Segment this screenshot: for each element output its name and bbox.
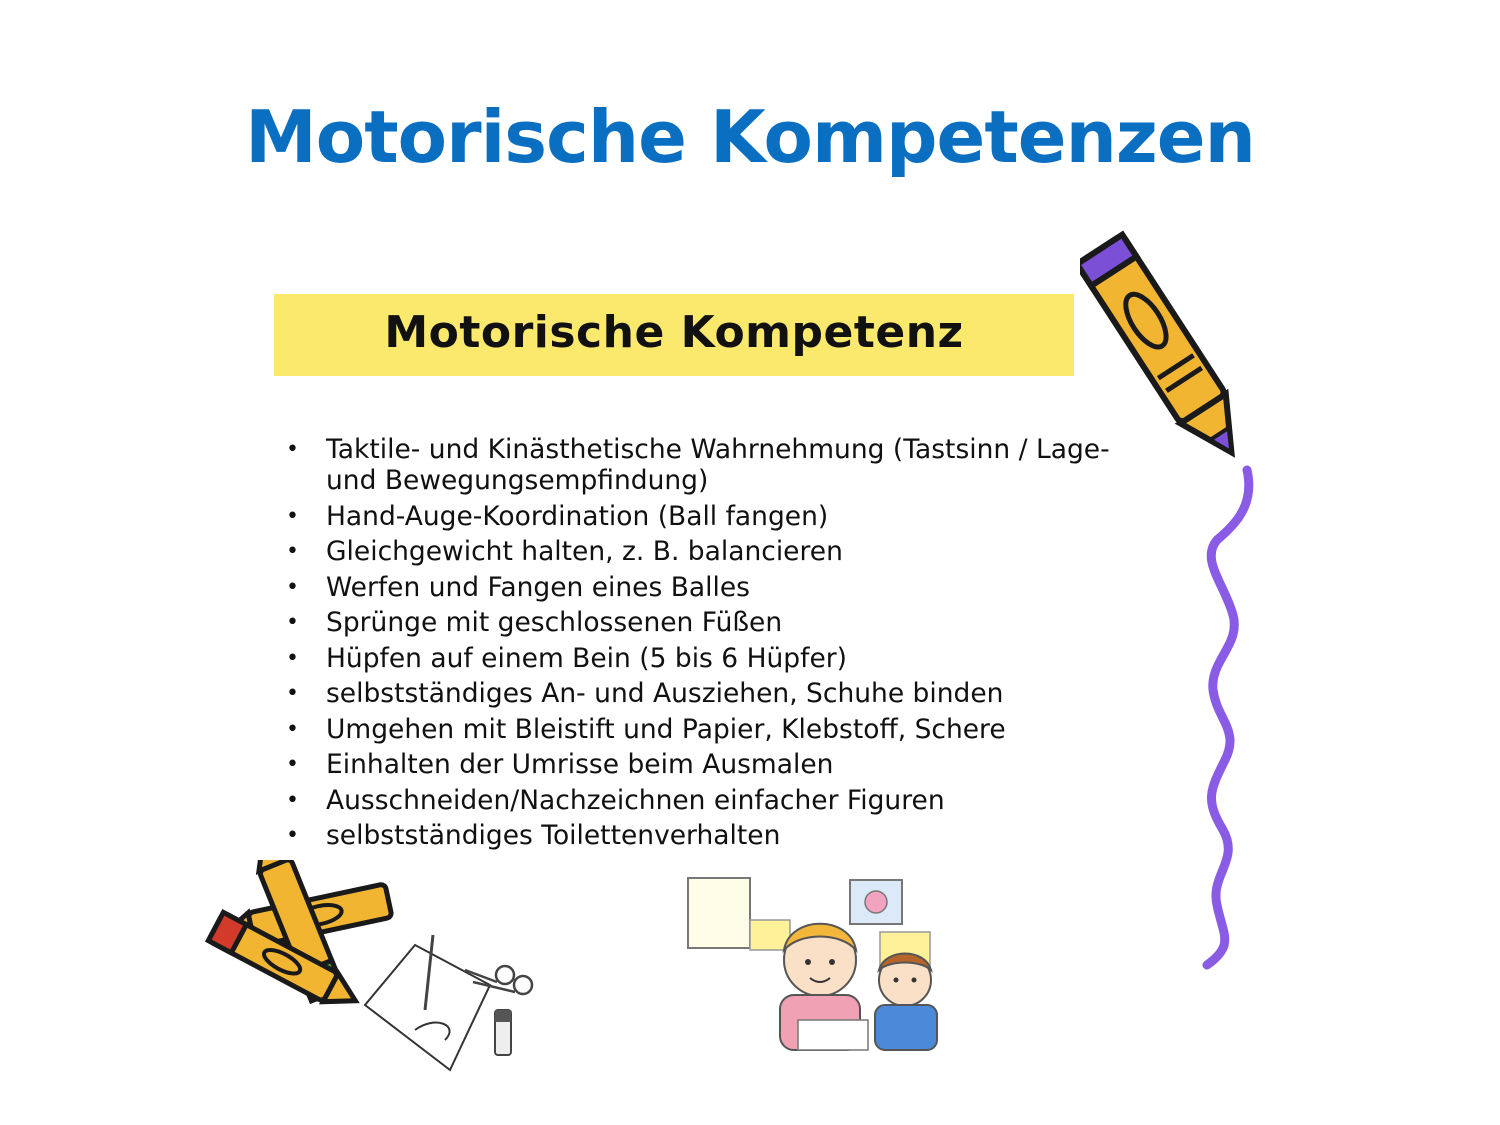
list-item: • Sprünge mit geschlossenen Füßen bbox=[286, 607, 783, 638]
list-item: • Hand-Auge-Koordination (Ball fangen) bbox=[286, 500, 829, 532]
bullet-icon: • bbox=[286, 823, 299, 848]
bullet-icon: • bbox=[286, 437, 299, 462]
bullet-icon: • bbox=[286, 752, 299, 777]
purple-squiggle bbox=[1195, 465, 1265, 975]
bullet-icon: • bbox=[286, 539, 299, 564]
list-item: • Taktile- und Kinästhetische Wahrnehmung (Tastsinn / Lage- und Bewegungsempfindung) bbox=[286, 434, 1110, 496]
bullet-icon: • bbox=[286, 681, 299, 706]
bullet-icon: • bbox=[286, 574, 299, 600]
list-item: • Einhalten der Umrisse beim Ausmalen bbox=[286, 749, 834, 780]
crayon-icon bbox=[1080, 220, 1250, 480]
heading-banner bbox=[274, 294, 1074, 376]
slide-title: Motorische Kompetenzen bbox=[245, 95, 1255, 179]
bullet-icon: • bbox=[286, 503, 299, 529]
crafting-supplies-illustration bbox=[355, 930, 545, 1080]
list-item: • selbstständiges An- und Ausziehen, Schuhe binden bbox=[286, 678, 1004, 709]
bullet-icon: • bbox=[286, 787, 299, 813]
competence-list bbox=[284, 434, 1164, 856]
list-item: • Hüpfen auf einem Bein (5 bis 6 Hüpfer) bbox=[286, 642, 847, 674]
list-item: • Umgehen mit Bleistift und Papier, Klebstoff, Schere bbox=[286, 713, 1006, 745]
bullet-icon: • bbox=[286, 610, 299, 635]
bullet-icon: • bbox=[286, 645, 299, 671]
list-item: • Gleichgewicht halten, z. B. balancieren bbox=[286, 536, 843, 567]
list-item: • Ausschneiden/Nachzeichnen einfacher Figuren bbox=[286, 784, 945, 816]
list-item: • Werfen und Fangen eines Balles bbox=[286, 571, 750, 603]
list-item: • selbstständiges Toilettenverhalten bbox=[286, 820, 781, 851]
children-drawing-illustration bbox=[680, 870, 950, 1060]
banner-heading: Motorische Kompetenz bbox=[384, 307, 964, 358]
bullet-icon: • bbox=[286, 716, 299, 742]
